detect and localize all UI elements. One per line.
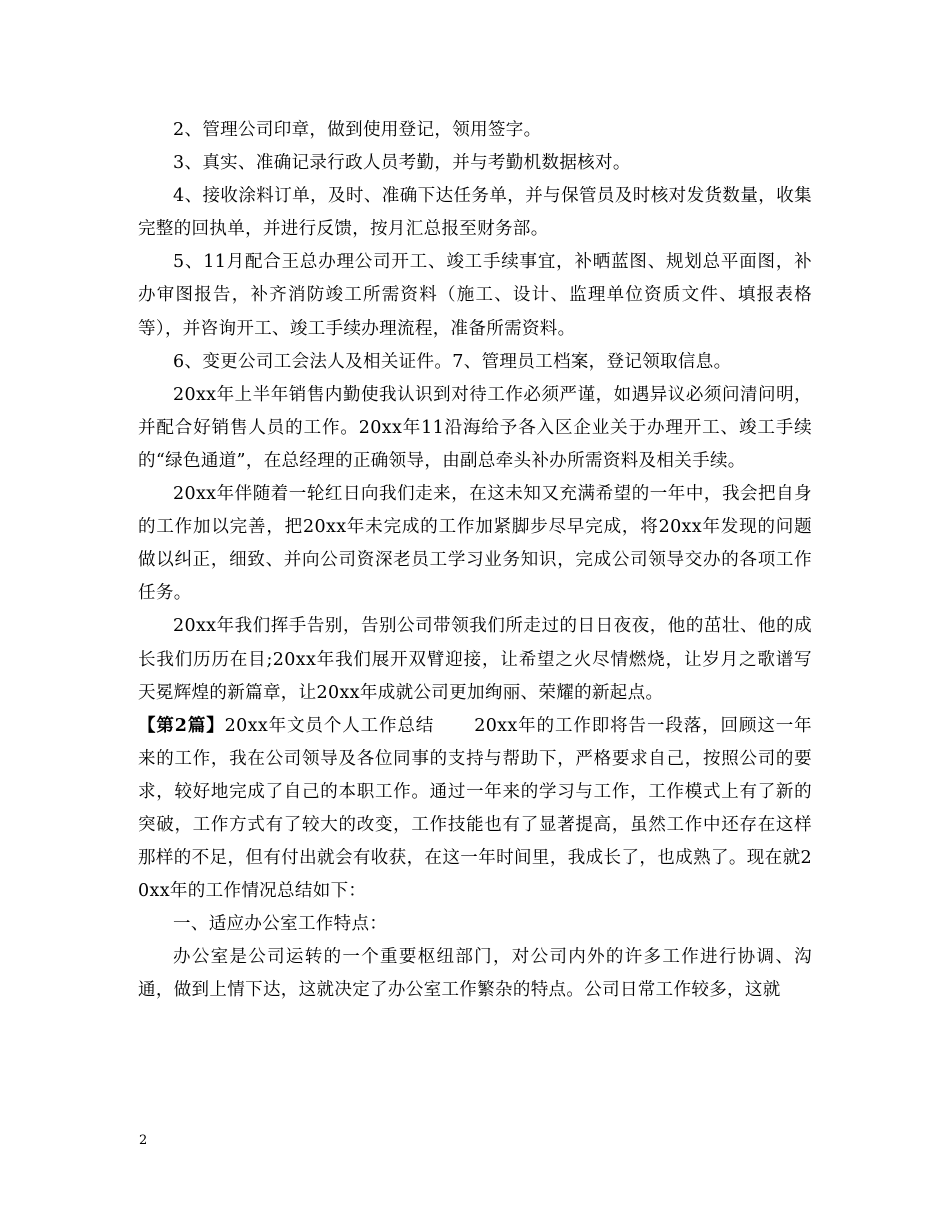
paragraph-item-6-7: 6、变更公司工会法人及相关证件。7、管理员工档案，登记领取信息。 (173, 351, 732, 372)
subsection-heading: 一、适应办公室工作特点： (173, 914, 388, 935)
section-marker: 【第2篇】 (138, 715, 225, 736)
section-body: 20xx年的工作即将告一段落，回顾这一年来的工作，我在公司领导及各位同事的支持与帮助下，严格要求自己，按照公司的要求，较好地完成了自己的本职工作。通过一年来的学习与工作，工作模式上有了新的突破，工作方式有了较大的改变，工作技能也有了显著提高，虽然工作中还存在这样那样的不足，但有付出就会有收获，在这一年时间里，我成长了，也成熟了。现在就20xx年的工作情况总结如下： (138, 715, 812, 902)
paragraph-item-3: 3、真实、准确记录行政人员考勤，并与考勤机数据核对。 (173, 153, 631, 174)
paragraph-item-5: 5、11月配合王总办理公司开工、竣工手续事宜，补晒蓝图、规划总平面图，补办审图报告，补齐消防竣工所需资料（施工、设计、监理单位资质文件、填报表格等），并咨询开工、竣工手续办理流程，准备所需资料。 (138, 252, 812, 339)
section-2-paragraph (138, 710, 812, 909)
subsection-body: 办公室是公司运转的一个重要枢纽部门，对公司内外的许多工作进行协调、沟通，做到上情下达，这就决定了办公室工作繁杂的特点。公司日常工作较多，这就 (138, 947, 812, 1001)
paragraph-sales-review: 20xx年上半年销售内勤使我认识到对待工作必须严谨，如遇异议必须问清问明，并配合好销售人员的工作。20xx年11沿海给予各入区企业关于办理开工、竣工手续的“绿色通道”，在总经理的正确领导，由副总牵头补办所需资料及相关手续。 (138, 384, 812, 471)
paragraph-farewell: 20xx年我们挥手告别，告别公司带领我们所走过的日日夜夜，他的茁壮、他的成长我们历历在目;20xx年我们展开双臂迎接，让希望之火尽情燃烧，让岁月之歌谱写天冕辉煌的新篇章，让20xx年成就公司更加绚丽、荣耀的新起点。 (138, 616, 812, 703)
paragraph-item-4: 4、接收涂料订单，及时、准确下达任务单，并与保管员及时核对发货数量，收集完整的回执单，并进行反馈，按月汇总报至财务部。 (138, 186, 812, 240)
section-title: 20xx年文员个人工作总结 (224, 715, 435, 736)
paragraph-item-2: 2、管理公司印章，做到使用登记，领用签字。 (173, 120, 542, 140)
page-number: 2 (139, 1133, 148, 1148)
paragraph-new-year-plan: 20xx年伴随着一轮红日向我们走来，在这未知又充满希望的一年中，我会把自身的工作加以完善，把20xx年未完成的工作加紧脚步尽早完成，将20xx年发现的问题做以纠正，细致、并向公司资深老员工学习业务知识，完成公司领导交办的各项工作任务。 (138, 484, 812, 604)
document-body (138, 114, 812, 1008)
